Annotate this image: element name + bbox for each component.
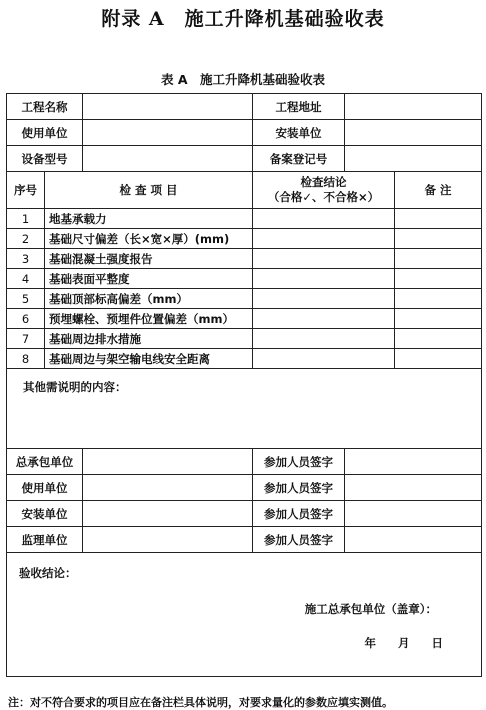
- signature-unit-label: 使用单位: [7, 475, 83, 501]
- signature-field[interactable]: [345, 475, 482, 501]
- item-no: 3: [7, 249, 45, 269]
- item-remark-cell[interactable]: [395, 289, 482, 309]
- item-text: 预埋螺栓、预埋件位置偏差（mm）: [45, 309, 253, 329]
- item-remark-cell[interactable]: [395, 349, 482, 369]
- checklist-row: [7, 349, 482, 369]
- appendix-title: 附录 A 施工升降机基础验收表: [101, 8, 385, 30]
- signature-label: 参加人员签字: [253, 449, 345, 475]
- record-no-label: 备案登记号: [253, 146, 345, 172]
- inspection-form-table: [6, 93, 482, 677]
- signature-field[interactable]: [345, 527, 482, 553]
- item-result-cell[interactable]: [253, 269, 395, 289]
- col-no-header: 序号: [7, 172, 45, 209]
- item-result-cell[interactable]: [253, 249, 395, 269]
- checklist-row: [7, 269, 482, 289]
- signature-unit-field[interactable]: [83, 449, 253, 475]
- signature-row: [7, 475, 482, 501]
- item-no: 5: [7, 289, 45, 309]
- info-row-2: [7, 120, 482, 146]
- other-notes-label: 其他需说明的内容：: [23, 380, 127, 394]
- signature-label: 参加人员签字: [253, 527, 345, 553]
- item-no: 8: [7, 349, 45, 369]
- other-notes-row: [7, 369, 482, 449]
- item-result-cell[interactable]: [253, 309, 395, 329]
- item-remark-cell[interactable]: [395, 249, 482, 269]
- item-remark-cell[interactable]: [395, 269, 482, 289]
- user-unit-label: 使用单位: [7, 120, 83, 146]
- signature-row: [7, 449, 482, 475]
- signature-row: [7, 527, 482, 553]
- project-address-field[interactable]: [345, 94, 482, 120]
- signature-field[interactable]: [345, 449, 482, 475]
- col-result-line2: （合格✓、不合格×）: [267, 190, 380, 204]
- checklist-row: [7, 309, 482, 329]
- signature-field[interactable]: [345, 501, 482, 527]
- info-row-1: [7, 94, 482, 120]
- record-no-field[interactable]: [345, 146, 482, 172]
- footer-note: 注：对不符合要求的项目应在备注栏具体说明，对要求量化的参数应填实测值。: [8, 696, 393, 709]
- signature-row: [7, 501, 482, 527]
- conclusion-label: 验收结论：: [19, 566, 77, 580]
- item-text: 基础顶部标高偏差（mm）: [45, 289, 253, 309]
- project-name-field[interactable]: [83, 94, 253, 120]
- item-remark-cell[interactable]: [395, 309, 482, 329]
- item-no: 2: [7, 229, 45, 249]
- signature-label: 参加人员签字: [253, 501, 345, 527]
- info-row-3: [7, 146, 482, 172]
- signature-label: 参加人员签字: [253, 475, 345, 501]
- equipment-model-field[interactable]: [83, 146, 253, 172]
- item-remark-cell[interactable]: [395, 329, 482, 349]
- project-address-label: 工程地址: [253, 94, 345, 120]
- item-text: 基础表面平整度: [45, 269, 253, 289]
- table-title: 表 A 施工升降机基础验收表: [160, 72, 326, 87]
- signature-unit-field[interactable]: [83, 527, 253, 553]
- item-result-cell[interactable]: [253, 349, 395, 369]
- signature-unit-field[interactable]: [83, 501, 253, 527]
- item-text: 基础周边与架空输电线安全距离: [45, 349, 253, 369]
- checklist-row: [7, 209, 482, 229]
- install-unit-label: 安装单位: [253, 120, 345, 146]
- item-result-cell[interactable]: [253, 229, 395, 249]
- item-text: 地基承载力: [45, 209, 253, 229]
- conclusion-row: [7, 553, 482, 677]
- signature-unit-label: 总承包单位: [7, 449, 83, 475]
- install-unit-field[interactable]: [345, 120, 482, 146]
- signature-unit-label: 监理单位: [7, 527, 83, 553]
- item-no: 7: [7, 329, 45, 349]
- item-result-cell[interactable]: [253, 209, 395, 229]
- item-result-cell[interactable]: [253, 289, 395, 309]
- col-result-line1: 检查结论: [300, 175, 347, 189]
- conclusion-sign-line: 施工总承包单位（盖章）：: [304, 602, 437, 616]
- checklist-row: [7, 249, 482, 269]
- checklist-row: [7, 229, 482, 249]
- col-result-header: [253, 172, 395, 209]
- item-no: 4: [7, 269, 45, 289]
- item-text: 基础尺寸偏差（长×宽×厚）(mm): [45, 229, 253, 249]
- project-name-label: 工程名称: [7, 94, 83, 120]
- col-item-header: 检 查 项 目: [45, 172, 253, 209]
- other-notes-cell[interactable]: [7, 369, 482, 449]
- item-remark-cell[interactable]: [395, 229, 482, 249]
- signature-unit-field[interactable]: [83, 475, 253, 501]
- conclusion-date-line: 年 月 日: [364, 636, 443, 650]
- checklist-header-row: [7, 172, 482, 209]
- item-remark-cell[interactable]: [395, 209, 482, 229]
- item-text: 基础周边排水措施: [45, 329, 253, 349]
- col-remark-header: 备 注: [395, 172, 482, 209]
- item-no: 6: [7, 309, 45, 329]
- signature-unit-label: 安装单位: [7, 501, 83, 527]
- item-text: 基础混凝土强度报告: [45, 249, 253, 269]
- conclusion-cell[interactable]: [7, 553, 482, 677]
- item-result-cell[interactable]: [253, 329, 395, 349]
- item-no: 1: [7, 209, 45, 229]
- checklist-row: [7, 289, 482, 309]
- checklist-row: [7, 329, 482, 349]
- equipment-model-label: 设备型号: [7, 146, 83, 172]
- user-unit-field[interactable]: [83, 120, 253, 146]
